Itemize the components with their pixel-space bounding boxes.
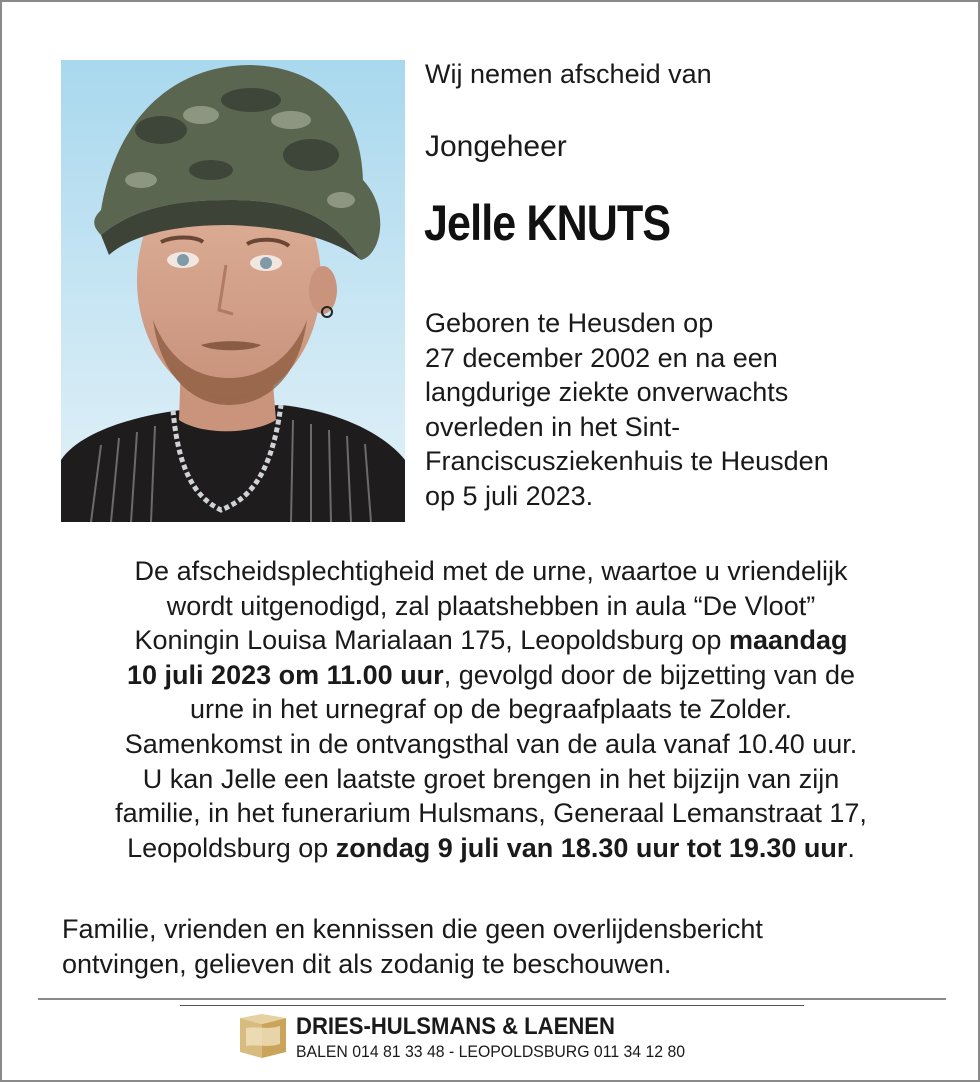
born-line: op 5 juli 2023.: [425, 480, 594, 511]
divider: [38, 998, 946, 1000]
funeral-home-contact: BALEN 014 81 33 48 - LEOPOLDSBURG 011 34 12 80: [296, 1042, 686, 1061]
ceremony-line: urne in het urnegraf op de begraafplaats te Zolder.: [190, 694, 792, 725]
ceremony-details: [42, 554, 940, 865]
born-line: Geboren te Heusden op: [425, 308, 714, 338]
ceremony-text: .: [847, 832, 855, 863]
born-line: langdurige ziekte onverwachts: [425, 377, 789, 407]
ceremony-line: U kan Jelle een laatste groet brengen in het bijzijn van zijn: [142, 763, 840, 794]
ceremony-line: De afscheidsplechtigheid met de urne, waartoe u vriendelijk: [134, 556, 848, 586]
portrait-photo: [61, 60, 405, 522]
deceased-name: Jelle KNUTS: [424, 195, 671, 251]
ceremony-datetime: 10 juli 2023 om 11.00 uur: [127, 659, 444, 690]
ceremony-line: Samenkomst in de ontvangsthal van de aula vanaf 10.40 uur.: [124, 728, 858, 759]
birth-death-details: [425, 306, 829, 513]
notice-text: [62, 912, 763, 982]
funeral-home-name: DRIES-HULSMANS & LAENEN: [296, 1013, 615, 1040]
ceremony-line: [42, 623, 940, 658]
intro-text: Wij nemen afscheid van: [425, 59, 712, 89]
funeral-home-logo-icon: [238, 1014, 288, 1060]
notice-line: Familie, vrienden en kennissen die geen overlijdensbericht: [62, 914, 763, 944]
born-line: 27 december 2002 en na een: [425, 342, 778, 373]
ceremony-day: maandag: [728, 625, 848, 656]
divider: [180, 1005, 804, 1006]
ceremony-line: familie, in het funerarium Hulsmans, Generaal Lemanstraat 17,: [115, 798, 867, 829]
born-line: overleden in het Sint-: [425, 411, 681, 442]
ceremony-text: Leopoldsburg op: [127, 832, 336, 863]
visitation-datetime: zondag 9 juli van 18.30 uur tot 19.30 uur: [335, 832, 848, 863]
ceremony-text: , gevolgd door de bijzetting van de: [443, 659, 855, 690]
ceremony-line: wordt uitgenodigd, zal plaatshebben in aula “De Vloot”: [166, 590, 816, 621]
ceremony-line: [42, 831, 940, 866]
ceremony-text: Koningin Louisa Marialaan 175, Leopoldsburg op: [134, 625, 729, 656]
deceased-title: Jongeheer: [425, 130, 567, 163]
ceremony-line: [42, 658, 940, 693]
notice-line: ontvingen, gelieven dit als zodanig te beschouwen.: [62, 949, 672, 979]
born-line: Franciscusziekenhuis te Heusden: [425, 446, 829, 476]
